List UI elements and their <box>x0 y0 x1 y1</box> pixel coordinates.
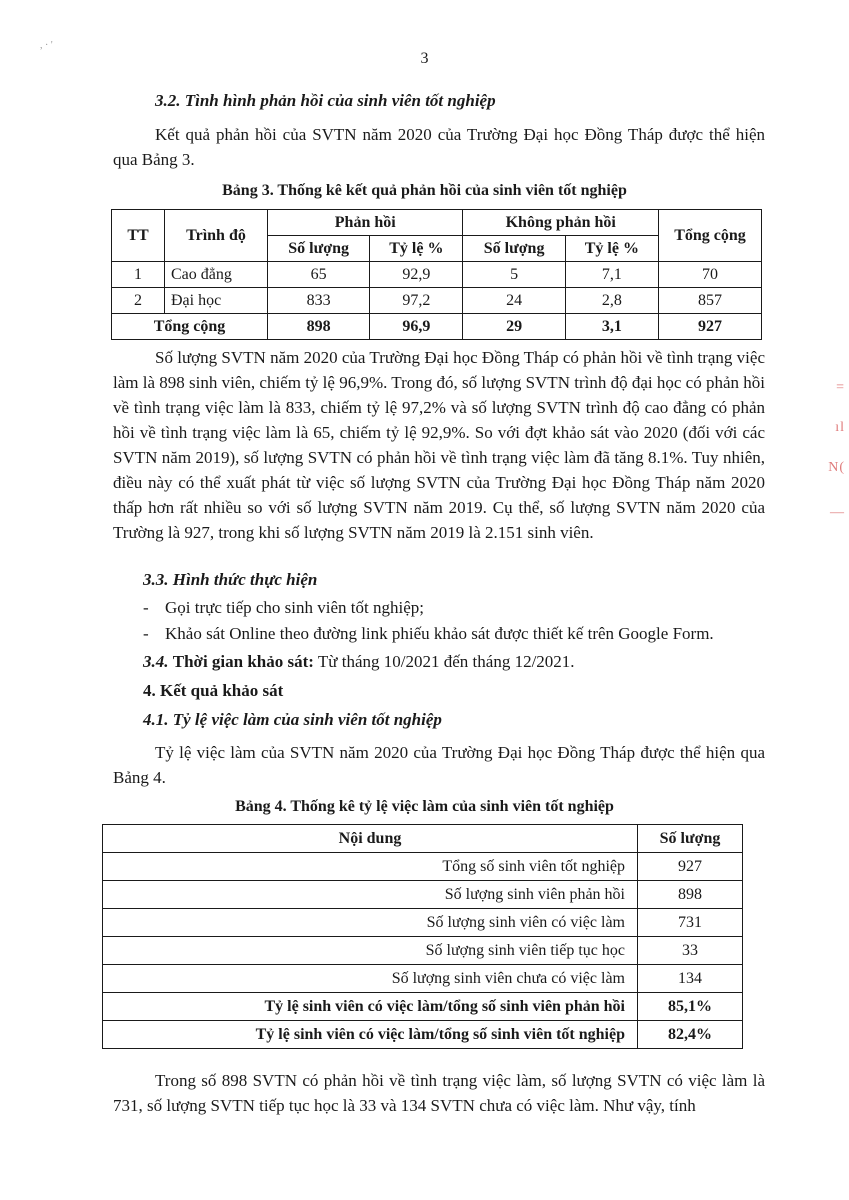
section-3-3-heading: 3.3. Hình thức thực hiện <box>143 570 318 589</box>
table3-header-level: Trình độ <box>165 210 268 262</box>
section-3-2-heading: 3.2. Tình hình phản hồi của sinh viên tốt nghiệp <box>155 91 496 110</box>
row-resp-rate: 92,9 <box>370 262 463 288</box>
table3-header-no-response: Không phản hồi <box>463 210 659 236</box>
table-row-rate <box>103 1021 743 1049</box>
table-row <box>103 937 743 965</box>
table4 <box>102 824 743 1049</box>
scan-specks: , · ' <box>40 40 53 51</box>
table-row <box>103 853 743 881</box>
row-value: 82,4% <box>638 1021 743 1049</box>
table3-header-response: Phản hồi <box>268 210 463 236</box>
row-level: Cao đẳng <box>165 262 268 288</box>
section-4-1-intro: Tỷ lệ việc làm của SVTN năm 2020 của Trường Đại học Đồng Tháp được thể hiện qua Bảng 4. <box>113 743 765 787</box>
row-noresp-count: 24 <box>463 288 565 314</box>
bullet-text: Khảo sát Online theo đường link phiếu khảo sát được thiết kế trên Google Form. <box>165 624 714 643</box>
total-resp-count: 898 <box>268 314 370 340</box>
row-noresp-rate: 7,1 <box>565 262 658 288</box>
list-item <box>143 598 424 618</box>
section-3-2-intro: Kết quả phản hồi của SVTN năm 2020 của Trường Đại học Đồng Tháp được thể hiện qua Bảng 3. <box>113 125 765 169</box>
row-label: Số lượng sinh viên có việc làm <box>103 909 638 937</box>
red-stamp-mark: — <box>830 505 845 520</box>
bullet-dash: - <box>143 598 149 617</box>
row-value: 898 <box>638 881 743 909</box>
table3-header-noresp-count: Số lượng <box>463 236 565 262</box>
total-noresp-count: 29 <box>463 314 565 340</box>
section-4-heading: 4. Kết quả khảo sát <box>143 681 284 700</box>
table-row <box>103 909 743 937</box>
row-noresp-count: 5 <box>463 262 565 288</box>
section-3-4-text: Từ tháng 10/2021 đến tháng 12/2021. <box>317 652 575 671</box>
row-value: 85,1% <box>638 993 743 1021</box>
row-resp-count: 833 <box>268 288 370 314</box>
red-stamp-mark: = <box>836 380 845 395</box>
table3-caption: Bảng 3. Thống kê kết quả phản hồi của sinh viên tốt nghiệp <box>222 182 627 199</box>
row-value: 33 <box>638 937 743 965</box>
row-noresp-rate: 2,8 <box>565 288 658 314</box>
row-tt: 2 <box>112 288 165 314</box>
section-3-4 <box>143 652 575 672</box>
page-number: 3 <box>420 50 429 67</box>
table3-header-tt: TT <box>112 210 165 262</box>
table3-header-resp-rate: Tỷ lệ % <box>370 236 463 262</box>
table-row <box>112 288 762 314</box>
section-3-4-label: 3.4. <box>143 652 169 671</box>
table-row <box>112 262 762 288</box>
total-noresp-rate: 3,1 <box>565 314 658 340</box>
row-value: 134 <box>638 965 743 993</box>
total-total: 927 <box>659 314 762 340</box>
section-4-1-heading: 4.1. Tỷ lệ việc làm của sinh viên tốt nghiệp <box>143 710 442 729</box>
bullet-dash: - <box>143 624 149 643</box>
bullet-text: Gọi trực tiếp cho sinh viên tốt nghiệp; <box>165 598 424 617</box>
table-row-rate <box>103 993 743 1021</box>
closing-paragraph: Trong số 898 SVTN có phản hồi về tình trạng việc làm, số lượng SVTN có việc làm là 731, số lượng SVTN tiếp tục học là 33 và 134 SVTN chưa có việc làm. Như vậy, tính <box>113 1071 765 1115</box>
section-3-4-bold: Thời gian khảo sát: <box>172 652 314 671</box>
row-label: Tỷ lệ sinh viên có việc làm/tổng số sinh viên tốt nghiệp <box>103 1021 638 1049</box>
row-resp-rate: 97,2 <box>370 288 463 314</box>
table3 <box>111 209 762 340</box>
table4-header-count: Số lượng <box>638 825 743 853</box>
row-label: Số lượng sinh viên phản hồi <box>103 881 638 909</box>
row-label: Tỷ lệ sinh viên có việc làm/tổng số sinh viên phản hồi <box>103 993 638 1021</box>
total-resp-rate: 96,9 <box>370 314 463 340</box>
list-item <box>143 624 714 644</box>
row-total: 857 <box>659 288 762 314</box>
row-label: Số lượng sinh viên chưa có việc làm <box>103 965 638 993</box>
table-row <box>103 881 743 909</box>
table4-caption: Bảng 4. Thống kê tỷ lệ việc làm của sinh viên tốt nghiệp <box>235 798 614 815</box>
table3-header-resp-count: Số lượng <box>268 236 370 262</box>
red-stamp-mark: ıl <box>835 420 845 435</box>
row-resp-count: 65 <box>268 262 370 288</box>
table3-header-noresp-rate: Tỷ lệ % <box>565 236 658 262</box>
row-value: 731 <box>638 909 743 937</box>
red-stamp-mark: N( <box>828 460 845 475</box>
row-level: Đại học <box>165 288 268 314</box>
table-row <box>103 965 743 993</box>
row-label: Số lượng sinh viên tiếp tục học <box>103 937 638 965</box>
table4-header-content: Nội dung <box>103 825 638 853</box>
row-total: 70 <box>659 262 762 288</box>
row-tt: 1 <box>112 262 165 288</box>
row-label: Tổng số sinh viên tốt nghiệp <box>103 853 638 881</box>
row-value: 927 <box>638 853 743 881</box>
analysis-paragraph: Số lượng SVTN năm 2020 của Trường Đại học Đồng Tháp có phản hồi về tình trạng việc làm là 898 sinh viên, chiếm tỷ lệ 96,9%. Trong đó, số lượng SVTN trình độ đại học có phản hồi về tình trạng việc làm là 833, chiếm tỷ lệ 97,2% và số lượng SVTN trình độ cao đẳng có phản hồi về tình trạng việc làm là 65, chiếm tỷ lệ 92,9%. So với đợt khảo sát vào 2020 (đối với các SVTN năm 2019), số lượng SVTN có phản hồi về tình trạng việc làm đã tăng 8.1%. Tuy nhiên, điều này có thể xuất phát từ việc số lượng SVTN của Trường Đại học Đồng Tháp năm 2020 thấp hơn rất nhiều so với số lượng SVTN năm 2019. Cụ thể, số lượng SVTN năm 2020 của Trường là 927, trong khi số lượng SVTN năm 2019 là 2.151 sinh viên. <box>113 348 765 542</box>
table3-total-row <box>112 314 762 340</box>
table3-header-total: Tổng cộng <box>659 210 762 262</box>
total-label: Tổng cộng <box>112 314 268 340</box>
